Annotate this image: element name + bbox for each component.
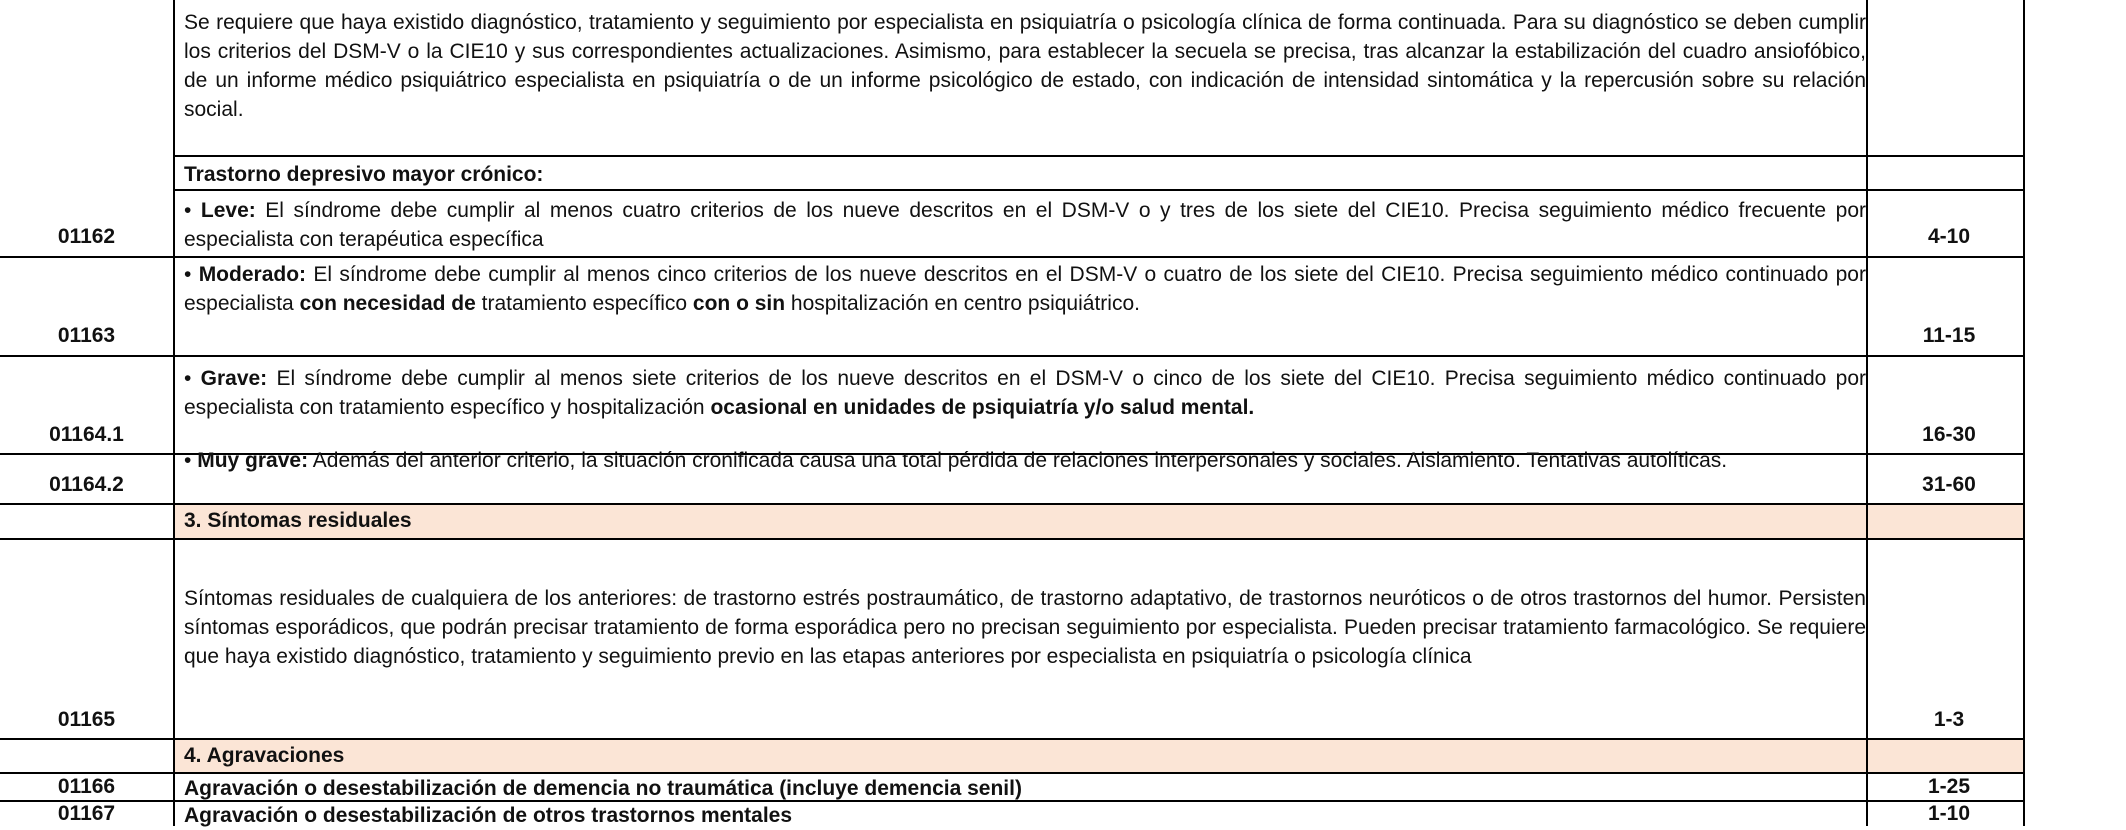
row-score: 16-30 [1922, 423, 1976, 446]
row-rule [0, 256, 2025, 258]
row-description-grave [184, 364, 1866, 422]
row-score: 1-25 [1927, 775, 1971, 798]
row-code: 01162 [57, 225, 116, 248]
row-description-other-disorders: Agravación o desestabilización de otros trastornos mentales [184, 804, 793, 827]
row-score: 1-10 [1927, 802, 1971, 825]
row-text: tratamiento específico [475, 292, 693, 315]
row-description-dementia: Agravación o desestabilización de demencia no traumática (incluye demencia senil) [184, 777, 1022, 800]
row-code: 01166 [57, 775, 116, 798]
row-score: 31-60 [1922, 473, 1976, 496]
row-code: 01165 [57, 708, 116, 731]
section-heading-depression: Trastorno depresivo mayor crónico: [184, 163, 544, 186]
section-heading-aggravations: 4. Agravaciones [184, 744, 345, 767]
row-rule [173, 155, 2025, 157]
column-rule [2023, 0, 2025, 826]
row-description-residual: Síntomas residuales de cualquiera de los anteriores: de trastorno estrés postraumático, de trastorno adaptativo, de trastornos neuróticos o de otros trastornos del humor. Persisten síntomas esporádicos, que podrán precisar tratamiento de forma esporádica pero no precisan seguimiento por especialista. Pueden precisar tratamiento farmacológico. Se requiere que haya existido diagnóstico, tratamiento y seguimiento previo en las etapas anteriores por especialista en psiquiatría o psicología clínica [184, 587, 1866, 668]
row-score: 11-15 [1922, 324, 1976, 347]
row-text: hospitalización en centro psiquiátrico. [785, 292, 1140, 315]
severity-label: Leve: [200, 199, 256, 222]
column-rule [1866, 0, 1868, 826]
bullet: • [184, 199, 192, 222]
row-text-bold: ocasional en unidades de psiquiatría y/o salud mental. [710, 396, 1255, 419]
severity-label: Muy grave: [197, 449, 309, 472]
row-code: 01163 [57, 324, 116, 347]
row-description-leve [184, 196, 1866, 254]
row-rule [173, 189, 2025, 191]
row-code: 01164.1 [49, 423, 124, 446]
row-rule [0, 503, 2025, 505]
row-code: 01167 [57, 802, 116, 825]
row-text-bold: con o sin [692, 292, 786, 315]
row-code: 01164.2 [49, 473, 124, 496]
section-heading-residual: 3. Síntomas residuales [184, 509, 412, 532]
row-text: El síndrome debe cumplir al menos siete criterios de los nueve descritos en el DSM-V o cinco de los siete del CIE10. Precisa seguimiento médico continuado por especialista con tratamiento específico y hospitalización [184, 367, 1866, 419]
severity-label: Moderado: [198, 263, 307, 286]
intro-paragraph: Se requiere que haya existido diagnóstico, tratamiento y seguimiento por especialista en psiquiatría o psicología clínica de forma continuada. Para su diagnóstico se deben cumplir los criterios del DSM-V o la CIE10 y sus correspondientes actualizaciones. Asimismo, para establecer la secuela se precisa, tras alcanzar la estabilización del cuadro ansiofóbico, de un informe médico psiquiátrico especialista en psiquiatría o de un informe psicológico de estado, con indicación de intensidad sintomática y la repercusión sobre su relación social. [184, 11, 1866, 121]
bullet: • [184, 263, 192, 286]
row-text: El síndrome debe cumplir al menos cuatro criterios de los nueve descritos en el DSM-V o y tres de los siete del CIE10. Precisa seguimiento médico frecuente por especialista con terapéutica específica [184, 199, 1866, 251]
row-rule [0, 355, 2025, 357]
bullet: • [184, 367, 192, 390]
row-score: 1-3 [1933, 708, 1965, 731]
row-score: 4-10 [1927, 225, 1971, 248]
row-description-muy-grave [184, 446, 1866, 475]
row-text: El síndrome debe cumplir al menos cinco criterios de los nueve descritos en el DSM-V o cuatro de los siete del CIE10. Precisa seguimiento médico continuado por especialista [184, 263, 1866, 315]
row-text-bold: con necesidad de [299, 292, 476, 315]
row-text: Además del anterior criterio, la situación cronificada causa una total pérdida de relaciones interpersonales y sociales. Aislamiento. Tentativas autolíticas. [308, 449, 1728, 472]
bullet: • [184, 449, 192, 472]
column-rule [173, 0, 175, 826]
row-description-moderado [184, 260, 1866, 318]
row-rule [0, 538, 2025, 540]
severity-label: Grave: [200, 367, 268, 390]
row-rule [0, 738, 2025, 740]
